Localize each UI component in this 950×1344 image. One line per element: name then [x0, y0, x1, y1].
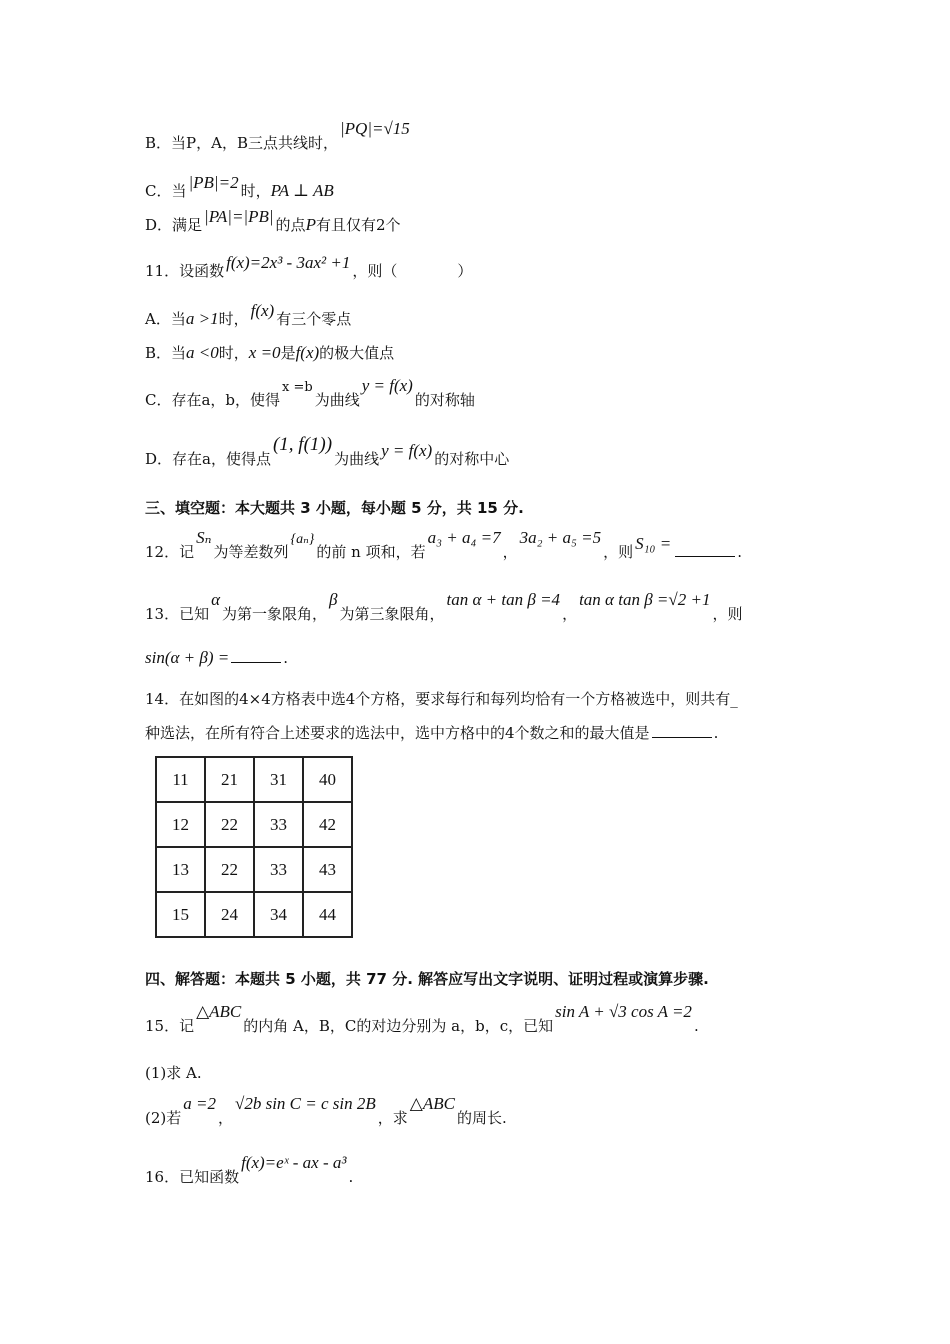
grid-cell: 15	[156, 892, 205, 937]
question-text: 为等差数列	[213, 543, 289, 561]
option-text: 有且仅有2个	[315, 216, 401, 234]
table-row	[156, 757, 352, 802]
question-14-line1: 14．在如图的4×4方格表中选4个方格，要求每行和每列均恰有一个方格被选中，则共有_	[145, 690, 738, 708]
math-expression: y = f(x)	[361, 376, 413, 395]
question-text: 16．已知函数	[145, 1168, 240, 1186]
grid-cell: 21	[205, 757, 254, 802]
question-text: ，则	[603, 543, 634, 561]
grid-cell: 33	[254, 802, 303, 847]
question-14-line2	[145, 722, 718, 743]
option-text: 的极大值点	[319, 344, 395, 362]
math-expression: f(x)	[250, 301, 275, 320]
math-expression: x =b	[282, 380, 313, 395]
question-15-part1: (1)求 A.	[145, 1064, 202, 1082]
math-expression: Sₙ	[196, 528, 212, 547]
answer-blank	[675, 556, 735, 557]
option-10c	[145, 173, 334, 201]
section-heading-fill-blank: 三、填空题：本大题共 3 小题，每小题 5 分，共 15 分.	[145, 499, 524, 517]
grid-cell: 13	[156, 847, 205, 892]
answer-blank	[652, 737, 712, 738]
option-text: 的对称中心	[434, 450, 510, 468]
math-expression: a =2	[183, 1094, 216, 1113]
table-row	[156, 847, 352, 892]
option-11d	[145, 434, 510, 470]
math-expression: tan α + tan β =4	[446, 590, 561, 609]
option-text: D．满足	[145, 216, 203, 234]
question-text: (2)若	[145, 1109, 182, 1127]
question-text: 的内角 A，B，C的对边分别为 a，b，c，已知	[243, 1017, 554, 1035]
question-12	[145, 528, 742, 562]
option-text: D．存在a，使得点	[145, 450, 271, 468]
option-text: C．存在a，b，使得	[145, 391, 281, 409]
math-expression: |PB|=2	[188, 173, 239, 192]
math-expression: y = f(x)	[381, 441, 433, 460]
grid-cell: 24	[205, 892, 254, 937]
question-text: 12．记	[145, 543, 195, 561]
table-row	[156, 892, 352, 937]
math-expression: √2b sin C = c sin 2B	[235, 1094, 376, 1113]
question-text: .	[693, 1017, 699, 1035]
question-13-continued	[145, 648, 288, 668]
math-expression: f(x)=2x³ - 3ax² +1	[226, 253, 351, 272]
question-text: 为第一象限角，	[222, 605, 328, 623]
question-15	[145, 1002, 699, 1036]
grid-cell: 40	[303, 757, 352, 802]
question-text: 为第三象限角，	[339, 605, 445, 623]
option-text: B．当	[145, 344, 187, 362]
grid-cell: 34	[254, 892, 303, 937]
math-expression: f(x)	[295, 343, 320, 362]
question-text: 种选法，在所有符合上述要求的选法中，选中方格中的4个数之和的最大值是	[145, 724, 650, 742]
option-text: C．当	[145, 182, 187, 200]
math-expression: a <0	[186, 343, 219, 362]
option-text: 的对称轴	[414, 391, 475, 409]
grid-cell: 31	[254, 757, 303, 802]
math-expression: sin A + √3 cos A =2	[555, 1002, 692, 1021]
option-text: A．当	[145, 310, 186, 328]
question-text: 11．设函数	[145, 262, 225, 280]
answer-blank	[231, 662, 281, 663]
question-13	[145, 590, 743, 624]
option-10b	[145, 119, 412, 153]
math-expression: f(x)=eˣ - ax - a³	[241, 1153, 347, 1172]
question-text: 13．已知	[145, 605, 210, 623]
question-11	[145, 253, 473, 281]
number-grid-table	[155, 756, 353, 938]
grid-cell: 33	[254, 847, 303, 892]
math-expression: a₃ + a₄ =7	[427, 528, 501, 547]
math-expression: (1, f(1))	[272, 434, 333, 455]
question-15-part2	[145, 1094, 507, 1128]
option-text: 为曲线	[334, 450, 380, 468]
math-expression: β	[329, 590, 338, 609]
option-text: 时，	[218, 344, 249, 362]
math-expression: 3a₂ + a₅ =5	[519, 528, 602, 547]
math-variable: P	[305, 215, 316, 234]
question-text: .	[348, 1168, 354, 1186]
math-expression: tan α tan β =√2 +1	[579, 590, 711, 609]
math-expression: |PA|=|PB|	[204, 207, 274, 226]
grid-cell: 43	[303, 847, 352, 892]
math-expression: |PQ|=√15	[339, 119, 410, 138]
option-11c	[145, 376, 475, 410]
option-text: 有三个零点	[276, 310, 352, 328]
option-11a	[145, 301, 352, 329]
math-expression: PA ⊥ AB	[270, 181, 334, 200]
math-expression: α	[211, 590, 221, 609]
question-text: ，	[562, 605, 578, 623]
math-expression: x =0	[248, 343, 281, 362]
question-text: ，	[217, 1109, 233, 1127]
section-heading-solutions: 四、解答题：本题共 5 小题，共 77 分. 解答应写出文字说明、证明过程或演算步骤.	[145, 970, 709, 988]
question-text: ，	[502, 543, 518, 561]
grid-cell: 12	[156, 802, 205, 847]
grid-cell: 22	[205, 802, 254, 847]
question-text: ，则（ ）	[352, 262, 473, 280]
grid-cell: 42	[303, 802, 352, 847]
question-text: 15．记	[145, 1017, 195, 1035]
option-text: 时，	[240, 182, 271, 200]
grid-cell: 44	[303, 892, 352, 937]
option-text: B．当P，A，B三点共线时，	[145, 134, 338, 152]
option-10d	[145, 207, 401, 235]
grid-cell: 11	[156, 757, 205, 802]
math-expression: sin(α + β) =	[145, 648, 230, 667]
math-expression: a >1	[185, 309, 219, 328]
math-expression: △ABC	[196, 1002, 242, 1021]
question-text: .	[713, 724, 719, 742]
question-text: .	[737, 543, 742, 561]
question-text: ，求	[377, 1109, 408, 1127]
math-expression: △ABC	[409, 1094, 455, 1113]
math-expression: {aₙ}	[290, 532, 315, 547]
question-text: 的前 n 项和，若	[316, 543, 426, 561]
option-11b	[145, 342, 394, 363]
math-expression: S₁₀ =	[635, 534, 672, 553]
grid-cell: 22	[205, 847, 254, 892]
question-text: 的周长.	[456, 1109, 507, 1127]
question-text: .	[283, 649, 289, 667]
question-16	[145, 1153, 354, 1187]
option-text: 为曲线	[314, 391, 360, 409]
option-text: 是	[280, 344, 296, 362]
question-text: ，则	[712, 605, 743, 623]
option-text: 的点	[275, 216, 306, 234]
table-row	[156, 802, 352, 847]
option-text: 时，	[218, 310, 249, 328]
